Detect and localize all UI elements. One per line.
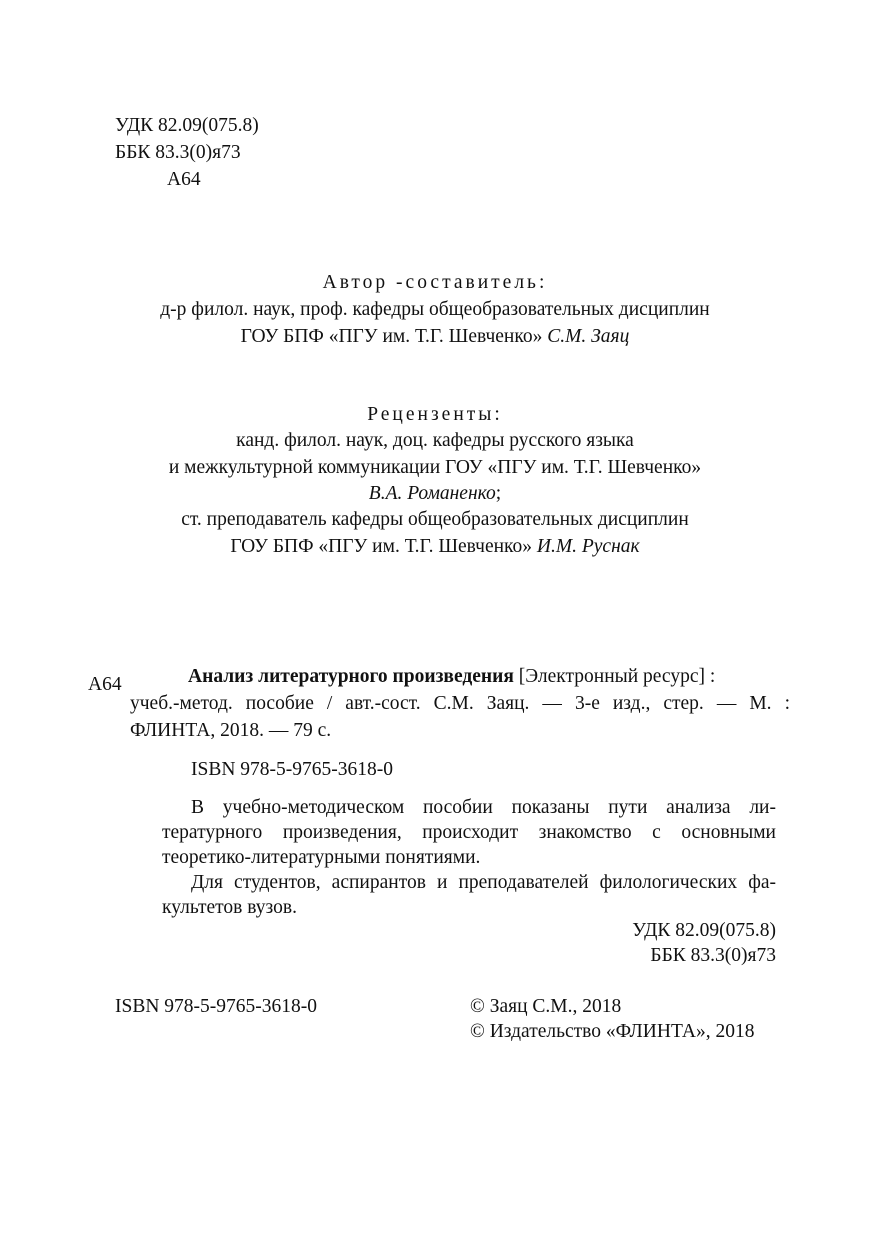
bbk-code: ББК 83.3(0)я73 bbox=[115, 142, 241, 163]
copyright-author: © Заяц С.М., 2018 bbox=[470, 996, 622, 1017]
reviewer-name-2: И.М. Руснак bbox=[536, 536, 640, 557]
book-title: Анализ литературного произведения bbox=[188, 666, 514, 687]
author-name: С.М. Заяц bbox=[547, 326, 630, 347]
author-line-1: д-р филол. наук, проф. кафедры общеобразовательных дисциплин bbox=[160, 299, 710, 320]
annotation-line-2: тературного произведения, происходит знакомство с основными bbox=[162, 822, 776, 843]
reviewer-line-4: ст. преподаватель кафедры общеобразовательных дисциплин bbox=[181, 509, 689, 530]
reviewers-heading: Рецензенты: bbox=[367, 404, 503, 425]
record-line-2: учеб.-метод. пособие / авт.-сост. С.М. Заяц. — 3-е изд., стер. — М. : bbox=[130, 693, 790, 714]
record-line-3: ФЛИНТА, 2018. — 79 с. bbox=[130, 720, 332, 741]
reviewer-line-2: и межкультурной коммуникации ГОУ «ПГУ им. Т.Г. Шевченко» bbox=[168, 457, 702, 478]
udk-code: УДК 82.09(075.8) bbox=[115, 115, 259, 136]
footer-isbn: ISBN 978-5-9765-3618-0 bbox=[115, 996, 318, 1017]
author-line-2 bbox=[80, 324, 790, 349]
author-affiliation: ГОУ БПФ «ПГУ им. Т.Г. Шевченко» bbox=[240, 326, 543, 347]
record-code: А64 bbox=[88, 674, 122, 695]
record-resource: [Электронный ресурс] : bbox=[518, 666, 716, 687]
annotation-bbk: ББК 83.3(0)я73 bbox=[650, 945, 776, 966]
annotation-line-3: теоретико-литературными понятиями. bbox=[162, 847, 481, 868]
reviewer-line-3: В.А. Романенко; bbox=[368, 483, 502, 504]
annotation-line-5: культетов вузов. bbox=[162, 897, 297, 918]
record-isbn: ISBN 978-5-9765-3618-0 bbox=[191, 759, 394, 780]
copyright-publisher: © Издательство «ФЛИНТА», 2018 bbox=[470, 1021, 755, 1042]
reviewer-affiliation: ГОУ БПФ «ПГУ им. Т.Г. Шевченко» bbox=[230, 536, 533, 557]
annotation-udk: УДК 82.09(075.8) bbox=[632, 920, 776, 941]
reviewer-name-1: В.А. Романенко bbox=[368, 483, 496, 504]
reviewer-line-5 bbox=[80, 534, 790, 559]
annotation-line-4: Для студентов, аспирантов и преподавателей филологических фа- bbox=[191, 872, 776, 893]
reviewer-line-1: канд. филол. наук, доц. кафедры русского языка bbox=[236, 430, 634, 451]
annotation-line-1: В учебно-методическом пособии показаны пути анализа ли- bbox=[191, 797, 776, 818]
record-line-1 bbox=[188, 664, 715, 689]
author-mark: А64 bbox=[167, 169, 201, 190]
author-heading: Автор -составитель: bbox=[322, 272, 548, 293]
